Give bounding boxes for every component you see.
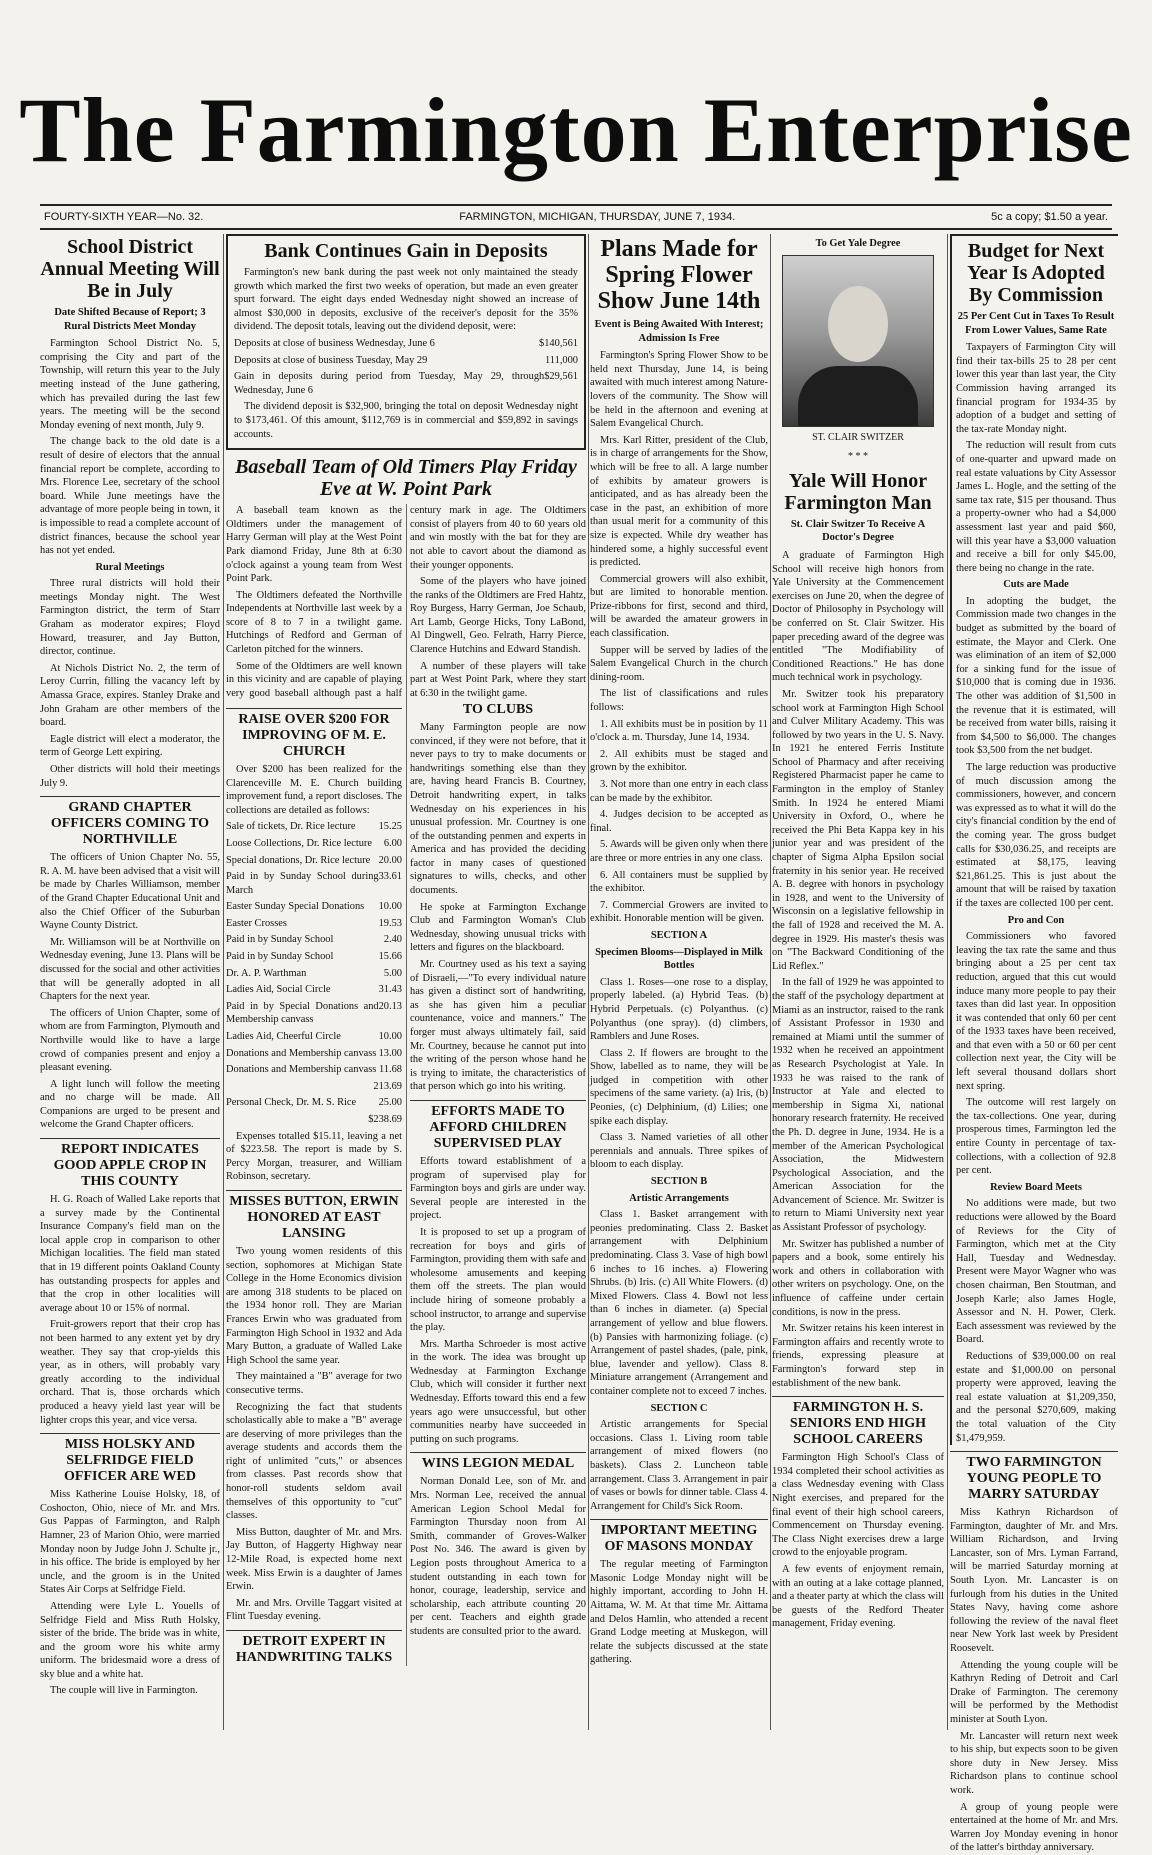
column-1 bbox=[40, 234, 220, 1730]
collection-row bbox=[226, 1063, 402, 1077]
deposit-label: Deposits at close of business Tuesday, May 29 bbox=[234, 354, 428, 366]
deposit-value: $29,561 bbox=[544, 371, 578, 383]
headline: Plans Made for Spring Flower Show June 14th bbox=[597, 236, 761, 314]
headline: MISS HOLSKY AND SELFRIDGE FIELD OFFICER ARE WED bbox=[40, 1433, 220, 1485]
column-3 bbox=[590, 234, 768, 1730]
collection-label: Paid in by Sunday School bbox=[226, 951, 334, 963]
price: 5c a copy; $1.50 a year. bbox=[991, 211, 1108, 223]
volume-number: FOURTY-SIXTH YEAR—No. 32. bbox=[44, 211, 204, 223]
ornament: * * * bbox=[848, 451, 868, 463]
paragraph: No additions were made, but two reductions were allowed by the Board of Reviews for the City of Farmington, which met at the City Hall, Tuesday and Wednesday. Present were Mayor Wagner who was chosen chairman, Ben Stoutman, and Joseph Karle; also James Hogle, Assessor and N. H. Power, Clerk. Each assessment was reviewed by the Board. bbox=[956, 1198, 1116, 1346]
paragraph: Farmington School District No. 5, comprising the City and part of the Township, will return this year to the July meeting instead of the June gathering, which has prevailed during the last few years. The meeting will be the second Monday evening of next month, July 9. bbox=[40, 338, 220, 431]
subtotal: 213.69 bbox=[373, 1080, 402, 1092]
paragraph: It is proposed to set up a program of recreation for boys and girls of Farmington, providing them with safe and wholesome amusements and keeping them off the streets. The plan would include hiring of someone probably a school instructor, to arrange and supervise the play. bbox=[410, 1226, 586, 1334]
collection-label: Easter Crosses bbox=[226, 917, 287, 929]
paragraph: The regular meeting of Farmington Masonic Lodge Monday night will be highly important, according to John H. Aittama, W. M. At that time Mr. Aittama and Delos Hamlin, who attended a recent Grand Lodge meeting at Muskegon, will relate the subjects discussed at the state gathering. bbox=[590, 1559, 768, 1666]
collection-label: Sale of tickets, Dr. Rice lecture bbox=[226, 821, 356, 833]
article-yale-honor bbox=[772, 237, 944, 1390]
paragraph: They maintained a "B" average for two consecutive terms. bbox=[226, 1371, 402, 1396]
column-rule bbox=[588, 234, 589, 1730]
paragraph: Mr. and Mrs. Orville Taggart visited at Flint Tuesday evening. bbox=[226, 1597, 402, 1623]
paragraph: Farmington High School's Class of 1934 completed their school activities as a class Wednesday evening with Class Night exercises, and prepared for the final event of their high school careers, Commencement on Thursday evening. The Class Night exercises drew a large crowd to the enjoyable program. bbox=[772, 1452, 944, 1559]
article-church-fund bbox=[226, 708, 402, 1184]
section-heading: SECTION B bbox=[650, 1176, 708, 1188]
rule-item: 4. Judges decision to be accepted as final. bbox=[590, 809, 768, 834]
article-masons-meeting bbox=[590, 1519, 768, 1667]
collection-row bbox=[226, 854, 402, 868]
headline: IMPORTANT MEETING OF MASONS MONDAY bbox=[590, 1519, 768, 1555]
headline: DETROIT EXPERT IN HANDWRITING TALKS TO CLUBS bbox=[226, 702, 586, 1666]
column-rule bbox=[770, 234, 771, 1730]
paragraph: Artistic arrangements for Special occasions. Class 1. Living room table arrangement of mixed flowers (no baskets). Class 2. Luncheon table arrangement. Class 3. Arrangement in pair of vases or bowls for dinner table. Class 4. Arrangement for Child's Sick Room. bbox=[590, 1419, 768, 1512]
collection-amount: 6.00 bbox=[383, 837, 402, 849]
collection-label: Paid in by Sunday School during March bbox=[226, 871, 379, 896]
two-column-section bbox=[226, 702, 586, 1666]
collection-row bbox=[226, 870, 402, 897]
article-baseball bbox=[226, 456, 586, 702]
rule-item: 5. Awards will be given only when there are three or more entries in any one class. bbox=[590, 839, 768, 864]
paragraph: Three rural districts will hold their meetings Monday night. The West Farmington district, the term of Starr Graham as moderator expires; Floyd Howard, treasurer, and Jay Button, director, continue. bbox=[40, 578, 220, 658]
paragraph: Commercial growers will also exhibit, but are limited to honorable mention. Prize-ribbons for first, second and third, will be awarded the amateur growers in each classification. bbox=[590, 573, 768, 640]
rule-item: 7. Commercial Growers are invited to exhibit. Honorable mention will be given. bbox=[590, 899, 768, 925]
paragraph: He spoke at Farmington Exchange Club and Farmington Woman's Club Wednesday, showing unusual tricks with letters and figures on the blackboard. bbox=[410, 901, 586, 954]
headline: RAISE OVER $200 FOR IMPROVING OF M. E. CHURCH bbox=[226, 708, 402, 760]
paragraph: Class 2. If flowers are brought to the Show, labelled as to name, they will be judged in competition with other specimens of the same variety. (a) Iris, (b) Peonies, (c) Delphinium, (d) Lilies; one spike each display. bbox=[590, 1047, 768, 1127]
collection-row bbox=[226, 900, 402, 914]
collection-amount: 19.53 bbox=[378, 917, 402, 929]
paragraph: Mr. Williamson will be at Northville on Wednesday evening, June 13. Plans will be discussed for the social and other activities that will be generally adopted in all Chapters for the next year. bbox=[40, 936, 220, 1003]
dateline bbox=[40, 204, 1112, 230]
paragraph: A light lunch will follow the meeting and no charge will be made. All Companions are urged to be present and welcome the Grand Chapter officers. bbox=[40, 1078, 220, 1131]
portrait-photo bbox=[782, 255, 934, 427]
subhead: Pro and Con bbox=[1007, 914, 1065, 926]
collection-row bbox=[226, 950, 402, 964]
collection-amount: 10.00 bbox=[378, 901, 402, 913]
deck: Event is Being Awaited With Interest; Admission Is Free bbox=[594, 319, 764, 344]
collection-list bbox=[226, 820, 402, 1077]
collection-amount: 11.68 bbox=[379, 1064, 402, 1076]
masthead bbox=[0, 60, 1152, 200]
paragraph: The officers of Union Chapter, some of whom are from Farmington, Plymouth and Northville would like to have a large crowd of companies present and enjoy a pleasant evening. bbox=[40, 1007, 220, 1074]
collection-row bbox=[226, 967, 402, 981]
column-rule bbox=[947, 234, 948, 1730]
paragraph: A baseball team known as the Oldtimers under the management of Harry German will play at the West Point Park diamond Friday, June 8th at 6:30 o'clock against a young team from West Point Park. bbox=[226, 505, 402, 585]
rules-list bbox=[590, 718, 768, 926]
column-4 bbox=[772, 234, 944, 1730]
paragraph: A group of young people were entertained at the home of Mr. and Mrs. Warren Joy Monday evening in honor of the latter's birthday anniversary. bbox=[950, 1801, 1118, 1854]
collection-row bbox=[226, 837, 402, 851]
article-flower-show bbox=[590, 236, 768, 1513]
collection-label: Ladies Aid, Cheerful Circle bbox=[226, 1031, 341, 1043]
paragraph: Mrs. Karl Ritter, president of the Club, is in charge of arrangements for the Show, which will be free to all. A large number of exhibits by amateur growers is anticipated, and as has already been the case in the past, an exhibition of more than usual merit for a community of this size is expected. While dry weather has hindered some, a highly successful event is predicted. bbox=[590, 434, 768, 569]
collection-label: Easter Sunday Special Donations bbox=[226, 901, 365, 913]
collection-amount: 15.25 bbox=[378, 821, 402, 833]
collection-amount: 10.00 bbox=[378, 1031, 402, 1043]
paragraph: Class 3. Named varieties of all other perennials and annuals. Three spikes of bloom to each display. bbox=[590, 1132, 768, 1171]
deck: St. Clair Switzer To Receive A Doctor's Degree bbox=[790, 518, 926, 544]
rule-item: 3. Not more than one entry in each class can be made by the exhibitor. bbox=[590, 779, 768, 804]
paragraph: Reductions of $39,000.00 on real estate and $1,000.00 on personal property were approved, leaving the real estate valuation at $1,209,350, and the personal $270,609, making the total valuation of the City $1,479,959. bbox=[956, 1350, 1116, 1444]
paragraph: Mr. Courtney used as his text a saying of Disraeli,—"To every individual nature has given a distinct sort of handwriting, as she has given him a peculiar countenance, voice and manners." The forger must always ultimately fail, said Mr. Courtney, because he cannot put into the writing of the person whose hand he is trying to imitate, the characteristics of that person which go into his writing. bbox=[410, 959, 586, 1093]
photo-caption: ST. CLAIR SWITZER bbox=[812, 431, 904, 443]
headline: Baseball Team of Old Timers Play Friday Eve at W. Point Park bbox=[235, 456, 577, 501]
headline: Bank Continues Gain in Deposits bbox=[264, 240, 548, 262]
paragraph: Some of the Oldtimers are well known in this vicinity and are capable of playing very good baseball although past a half century mark in age. The Oldtimers consist of players from 40 to 60 years old and win mostly with the bat for they are not able to cavort about the diamond as their younger opponents. bbox=[226, 505, 586, 699]
paragraph: H. G. Roach of Walled Lake reports that a survey made by the Continental Insurance Company's field man on the local apple crop in comparison to other Michigan localities. The field man stated that in 19 different points Oakland County has outstanding prospects for apples and that the crop in other localities will average about 10 or 15% of normal. bbox=[40, 1194, 220, 1314]
collection-label: Dr. A. P. Warthman bbox=[226, 967, 307, 979]
collection-amount: 31.43 bbox=[378, 984, 402, 996]
collection-amount: 20.13 bbox=[378, 1000, 402, 1012]
headline: WINS LEGION MEDAL bbox=[410, 1452, 586, 1472]
paragraph: The Oldtimers defeated the Northville Independents at Northville last week by a score of 8 to 7 in a twilight game. Hutchings of Redford and German of Carleton pitched for the winners. bbox=[226, 589, 402, 656]
paragraph: Attending were Lyle L. Youells of Selfridge Field and Miss Ruth Holsky, sister of the bride. The bride was in white, and the groom wore his white army uniform. The bridesmaid wore a dress of sky blue and a white hat. bbox=[40, 1600, 220, 1680]
column-rule bbox=[223, 234, 224, 1730]
paragraph: A few events of enjoyment remain, with an outing at a lake cottage planned, and a theater party at which the class will be guests of the Redford Theater management, Friday evening. bbox=[772, 1563, 944, 1630]
article-budget bbox=[950, 234, 1118, 1445]
article-button-erwin bbox=[226, 1190, 402, 1624]
article-holsky-wedding bbox=[40, 1433, 220, 1698]
two-column-body bbox=[226, 504, 586, 702]
collection-label: Paid in by Sunday School bbox=[226, 934, 334, 946]
rule-item: 2. All exhibits must be staged and grown by the exhibitor. bbox=[590, 748, 768, 774]
collection-amount: 13.00 bbox=[378, 1047, 402, 1059]
collection-label: Donations and Membership canvass bbox=[226, 1047, 377, 1059]
section-title: Artistic Arrangements bbox=[629, 1192, 729, 1204]
headline: MISSES BUTTON, ERWIN HONORED AT EAST LANSING bbox=[226, 1190, 402, 1242]
paragraph: Taxpayers of Farmington City will find their tax-bills 25 to 28 per cent lower this year than last year, the City Commission having arranged its financial program for 1934-35 by adoption of a budget and setting of the tax-rate Monday night. bbox=[956, 342, 1116, 435]
article-school-district bbox=[40, 236, 220, 790]
rule-item: 6. All containers must be supplied by the exhibitor. bbox=[590, 869, 768, 895]
deposit-label: Gain in deposits during period from Tuesday, May 29, through Wednesday, June 6 bbox=[234, 371, 545, 396]
paragraph: Farmington's new bank during the past week not only maintained the steady growth which marked the first two weeks of operation, but made an even greater spurt forward. The eight days ended Wednesday night showed an increase of almost $30,000 in deposits, exclusive of the receiver's deposit for the 35% dividend. The deposit totals, leaving out the dividend deposit, were: bbox=[234, 267, 578, 333]
deck: Date Shifted Because of Report; 3 Rural Districts Meet Monday bbox=[54, 307, 206, 332]
paragraph: Farmington's Spring Flower Show to be held next Thursday, June 14, is being awaited with much interest among Nature-lovers of the community. The Show will be held in the afternoon and evening at Salem Evangelical Church. bbox=[590, 350, 768, 430]
paragraph: A graduate of Farmington High School will receive high honors from Yale University at the Commencement exercises on June 20, when the degree of Doctor of Philosophy in Psychology will be conferred on St. Clair Switzer. His paper preceding award of the degree was entitled "The Modifiability of Conditioned Reactions." He has done much technical work in psychology. bbox=[772, 549, 944, 684]
column-5 bbox=[950, 234, 1118, 1854]
article-seniors bbox=[772, 1396, 944, 1631]
article-supervised-play bbox=[410, 1100, 586, 1446]
collection-label: Loose Collections, Dr. Rice lecture bbox=[226, 837, 373, 849]
article-apple-crop bbox=[40, 1138, 220, 1427]
collection-amount: 5.00 bbox=[383, 967, 402, 979]
paragraph: Class 1. Roses—one rose to a display, properly labeled. (a) Hybrid Teas. (b) Hybrid Perpetuals. (c) Polyanthus. (c) Polyanthus (one spray). (d) climbers, Ramblers and June Roses. bbox=[590, 976, 768, 1043]
section-heading: SECTION C bbox=[650, 1402, 708, 1414]
deposit-row bbox=[234, 337, 578, 351]
deposit-value: $140,561 bbox=[539, 337, 578, 349]
paragraph: The reduction will result from cuts of one-quarter and upward made on real estate valuations by City Assessor James L. Hogle, and the setting of the same tax rate, $15 per thousand. Thus a property-owner who had a $4,000 assessment last year and paid $60, will this year have a $3,000 valuation and receive a bill for only $45.00, there being no change in the rate. bbox=[956, 440, 1116, 574]
section-heading: SECTION A bbox=[650, 929, 708, 941]
paragraph: Norman Donald Lee, son of Mr. and Mrs. Norman Lee, received the annual American Legion School Medal for Farmington Thursday noon from Al Smith, commander of Groves-Walker Post No. 346. The award is given by Legion posts throughout America to a student outstanding in each town for honor, courage, leadership, service and scholarship, each attribute counting 20 per cent. Teachers and eighth grade students are consulted prior to the award. bbox=[410, 1476, 586, 1637]
paragraph: The outcome will rest largely on the tax-collections. One year, during prosperous times, Farmington led the entire County in percentage of tax-collections, with a collection of 92.8 per cent. bbox=[956, 1097, 1116, 1177]
collection-label: Special donations, Dr. Rice lecture bbox=[226, 854, 371, 866]
article-grand-chapter bbox=[40, 796, 220, 1132]
headline: School District Annual Meeting Will Be in July bbox=[40, 236, 220, 302]
paragraph: Other districts will hold their meetings July 9. bbox=[40, 764, 220, 789]
deposit-label: Deposits at close of business Wednesday, June 6 bbox=[234, 337, 435, 349]
headline: Budget for Next Year Is Adopted By Commission bbox=[967, 240, 1105, 306]
subhead: Cuts are Made bbox=[1003, 579, 1069, 591]
collection-amount: 15.66 bbox=[378, 951, 402, 963]
collection-row bbox=[226, 1000, 402, 1027]
deposit-row bbox=[234, 370, 578, 397]
paragraph: Commissioners who favored leaving the tax rate the same and thus bringing about a 25 per cent tax reduction, argued that this cut would induce many more people to pay their taxes than did last year. In opposition it was contended that only 60 per cent of the 1933 taxes have been received, and that even with a 50 or 60 per cent collection next year, the City will be left several thousand dollars short next spring. bbox=[956, 931, 1116, 1092]
collection-label: Ladies Aid, Social Circle bbox=[226, 984, 331, 996]
subtotal-row bbox=[226, 1080, 402, 1094]
paragraph: Miss Katherine Louise Holsky, 18, of Coshocton, Ohio, niece of Mr. and Mrs. Gus Pappas of Farmington, and Ralph Hamner, 23 of Marion Ohio, were married Monday noon by Judge John J. Schulte jr., in his office. The bride is employed by her uncle, and the groom is in the United States Air Corps at Selfridge Field. bbox=[40, 1489, 220, 1596]
paragraph: Miss Kathryn Richardson of Farmington, daughter of Mr. and Mrs. William Richardson, and Irving Lancaster, son of Mrs. Lyman Farrand, will be married Saturday morning at South Lyon. Mr. Lancaster is on furlough from his duties in the United States Navy, having come ashore following the review of the naval fleet near New York last week by President Roosevelt. bbox=[950, 1507, 1118, 1655]
total-row bbox=[226, 1113, 402, 1127]
paragraph: Class 1. Basket arrangement with peonies predominating. Class 2. Basket arrangement with Delphinium predominating. Class 3. Vase of high bowl 6 inches to 16 inches. a) Flowering Shrubs. (b) Iris. (c) All White Flowers. (d) Mixed Flowers. Class 4. Bowl not less than 6 inches in diameter. (a) Special arrangement of yellow and blue flowers. (b) Pansies with harmonizing foliage. (c) Arrangement of pastel shades, (pale, pink, blue, lavender and yellow). Class 8. Miniature arrangement (Arrangement and container complete not to exceed 7 inches. bbox=[590, 1209, 768, 1397]
paragraph: Over $200 has been realized for the Clarenceville M. E. Church building improvement fund, a report discloses. The collections are detailed as follows: bbox=[226, 763, 402, 816]
headline: Yale Will Honor Farmington Man bbox=[784, 469, 932, 514]
collection-label: Paid in by Special Donations and Membership canvass bbox=[226, 1000, 379, 1026]
paragraph: Supper will be served by ladies of the Salem Evangelical Church in the church dining-room. bbox=[590, 644, 768, 683]
subhead: Rural Meetings bbox=[95, 561, 165, 573]
headline: TWO FARMINGTON YOUNG PEOPLE TO MARRY SATURDAY bbox=[950, 1451, 1118, 1503]
paragraph: Efforts toward establishment of a program of supervised play for Farmington boys and girls are under way. Several people are interested in the project. bbox=[410, 1155, 586, 1222]
paragraph: The officers of Union Chapter No. 55, R. A. M. have been advised that a visit will be made by Charles Williamson, member of the Grand Chapter Educational Unit and also the Chief Officer of the Suburban Wayne County District. bbox=[40, 852, 220, 932]
headline: EFFORTS MADE TO AFFORD CHILDREN SUPERVISED PLAY bbox=[410, 1100, 586, 1152]
paragraph: Recognizing the fact that students scholastically able to make a "B" average are deserving of more privileges than the average students and accords them the right of unlimited "cuts," or absences from classes. Past records show that honor-roll students seldom avail themselves of this opportunity to "cut" classes. bbox=[226, 1401, 402, 1522]
headline: REPORT INDICATES GOOD APPLE CROP IN THIS COUNTY bbox=[40, 1138, 220, 1190]
article-marry-saturday bbox=[950, 1451, 1118, 1855]
collection-amount: 25.00 bbox=[378, 1097, 402, 1109]
photo-title: To Get Yale Degree bbox=[815, 238, 901, 249]
paragraph: The dividend deposit is $32,900, bringing the total on deposit Wednesday night to $173,461. Of this amount, $112,769 is in commercial and $59,892 in savings accounts. bbox=[234, 401, 578, 440]
paragraph: In adopting the budget, the Commission made two changes in the budget as submitted by the board of estimate, the Mayor and Clerk. One was elimination of an item of $2,000 for a sinking fund for the issue of $10,000 that is coming due in 1936. The other was addition of $1,500 in the revenue that it is estimated, will be received from water bills, raising it from $4,500 to $6,000. The changes took $3,500 from the net budget. bbox=[956, 595, 1116, 757]
place-and-date: FARMINGTON, MICHIGAN, THURSDAY, JUNE 7, 1934. bbox=[459, 211, 736, 223]
paragraph: Fruit-growers report that their crop has not been harmed to any extent yet by dry weather. They say that crop-yields this year, as in others, will probably vary greatly according to the individual orchard. That is, those orchards which produced a heavy yield last year will be lighter crops this year, and vice versa. bbox=[40, 1319, 220, 1426]
collection-row bbox=[226, 1047, 402, 1061]
collection-label: Personal Check, Dr. M. S. Rice bbox=[226, 1097, 357, 1109]
paragraph: Mr. Switzer took his preparatory school work at Farmington High School and Culver Military Academy. This was followed by two years in the U. S. Navy. In 1921 he entered Ferris Institute School of Pharmacy and after receiving Registered Pharmacist paper he came to Farmington in the employ of Stanley Smith. In 1924 he entered Miami University in Oxford, O., where he received the Phi Beta Kappa key in his junior year and was president of the chapter of Sigma Alpha Epsilon social fraternity in his senior year. He received A. B. degree with honors in psychology in 1928, and went to the University of Wisconsin on a legislative fellowship in the fall of 1928 and received the M. A. degree in 1929. His master's thesis was on "The Backward Conditioning of the Lid Reflex." bbox=[772, 688, 944, 972]
paragraph: Mr. Lancaster will return next week to his ship, but expects soon to be given shore duty in New Jersey. Miss Richardson plans to continue school work. bbox=[950, 1730, 1118, 1796]
portrait-face bbox=[828, 286, 888, 362]
collection-amount: 20.00 bbox=[378, 854, 402, 866]
collection-row bbox=[226, 1096, 402, 1110]
paragraph: In the fall of 1929 he was appointed to the staff of the psychology department at Miami as an instructor, raised to the rank of Assistant Professor in 1930 and remained at Miami until the summer of 1932 when he received an appointment as Research Psychologist at Yale. In 1933 he was raised to the rank of Instructor at Yale and elected to membership in Sigma Xi, national honorary research fraternity. He received the Ph. D. degree in June, 1934. He is a member of the American Psychological Association, the Midwestern Psychological Association, and the American Association for the Advancement of Science. Mr. Switzer is to return to Miami University next year as Assistant Professor of psychology. bbox=[772, 977, 944, 1234]
collection-row bbox=[226, 820, 402, 834]
paragraph: The list of classifications and rules follows: bbox=[590, 688, 768, 714]
paragraph: A number of these players will take part at West Point Park, where they start at 6:30 in the twilight game. bbox=[410, 660, 586, 699]
paragraph: The large reduction was productive of much discussion among the commissioners, however, and concern was expressed as to what it will do the city's financial condition by the end of the coming year. The gross budget calls for $30,036.25, and receipts are estimated at $8,175, leaving $21,861.25. This is just about the amount that will be raised by taxation if the taxes are collected 100 per cent. bbox=[956, 762, 1116, 909]
paragraph: Mrs. Martha Schroeder is most active in the work. The idea was brought up Wednesday at Farmington Exchange Club, which will consider it further next Wednesday. Efforts toward this end a few years ago were unsuccessful, but other communities nearby have succeeded in putting on such programs. bbox=[410, 1338, 586, 1445]
paragraph: Eagle district will elect a moderator, the term of George Lett expiring. bbox=[40, 733, 220, 759]
article-bank-deposits bbox=[226, 234, 586, 450]
paragraph: Mr. Switzer has published a number of papers and a book, some entirely his work and others in collaboration with other writers on psychology. One, on the influence of caffeine under certain conditions, is now in the press. bbox=[772, 1238, 944, 1318]
collection-row bbox=[226, 1030, 402, 1044]
total: $238.69 bbox=[368, 1114, 402, 1125]
paragraph: At Nichols District No. 2, the term of Leroy Currin, filling the vacancy left by Amassa Grace, expires. Stanley Drake and John Graham are other members of the board. bbox=[40, 662, 220, 729]
article-legion-medal bbox=[410, 1452, 586, 1638]
collection-row bbox=[226, 917, 402, 931]
column-2 bbox=[226, 234, 586, 1730]
headline: GRAND CHAPTER OFFICERS COMING TO NORTHVILLE bbox=[40, 796, 220, 848]
paragraph: Many Farmington people are now convinced, if they were not before, that it never pays to try to make documents or handwritings something else than they are, having heard Francis B. Courtney, Detroit handwriting expert, in talks Wednesday on his experiences in his unusual profession. Mr. Courtney is one of the outstanding penmen and experts in America and has provided the deciding factor in many cases of questioned signatures to wills, checks, and other documents. bbox=[410, 721, 586, 897]
rule-item: 1. All exhibits must be in position by 11 o'clock a. m. Thursday, June 14, 1934. bbox=[590, 718, 768, 744]
paragraph: Some of the players who have joined the ranks of the Oldtimers are Fred Hahtz, Roy Burgess, Harry German, Joe Schaub, Art Lamb, George Hicks, Tony LaBond, Al Dingwell, Geo. Felrath, Harry Pierce, Clarence Hutchins and Edward Standish. bbox=[410, 576, 586, 656]
paragraph: Miss Button, daughter of Mr. and Mrs. Jay Button, of Haggerty Highway near 12-Mile Road, is expected home next week. Miss Erwin is a daughter of James Erwin. bbox=[226, 1526, 402, 1593]
paragraph: The couple will live in Farmington. bbox=[50, 1685, 198, 1697]
collection-row bbox=[226, 983, 402, 997]
paragraph: Expenses totalled $15.11, leaving a net of $223.58. The report is made by S. Percy Morgan, treasurer, and William Robinson, secretary. bbox=[226, 1130, 402, 1183]
newspaper-title: The Farmington Enterprise bbox=[19, 79, 1133, 181]
deck: 25 Per Cent Cut in Taxes To Result From Lower Values, Same Rate bbox=[957, 311, 1115, 336]
collection-row bbox=[226, 933, 402, 947]
paragraph: Attending the young couple will be Kathryn Reding of Detroit and Carl Drake of Farmington. The ceremony will be performed by the Methodist minister at South Lyon. bbox=[950, 1659, 1118, 1725]
section-title: Specimen Blooms—Displayed in Milk Bottles bbox=[595, 946, 763, 972]
portrait-suit bbox=[798, 366, 918, 426]
subhead: Review Board Meets bbox=[990, 1181, 1082, 1193]
collection-label: Donations and Membership canvass bbox=[226, 1064, 377, 1076]
deposit-value: 111,000 bbox=[545, 354, 578, 366]
deposit-row bbox=[234, 354, 578, 368]
collection-amount: 33.61 bbox=[378, 871, 402, 883]
paragraph: Mr. Switzer retains his keen interest in Farmington affairs and recently wrote to friends, expressing pleasure at Farmington's forward step in establishment of the new bank. bbox=[772, 1323, 944, 1389]
headline: FARMINGTON H. S. SENIORS END HIGH SCHOOL CAREERS bbox=[772, 1396, 944, 1448]
collection-amount: 2.40 bbox=[383, 934, 402, 946]
paragraph: The change back to the old date is a result of desire of electors that the annual financial report be complete, according to Mrs. Florence Lee, secretary of the school board. While June meetings have the advantage of more people being in town, it is impossible to read a complete account of district finances, because the school year has not yet ended. bbox=[40, 436, 220, 557]
paragraph: Two young women residents of this section, sophomores at Michigan State College in the Home Economics division are among 318 students to be placed on the 1934 honor roll. They are Marian Frances Erwin who was graduated from Farmington High School in 1932 and Ada Mary Button, a graduate of Walled Lake High School the same year. bbox=[226, 1245, 402, 1366]
